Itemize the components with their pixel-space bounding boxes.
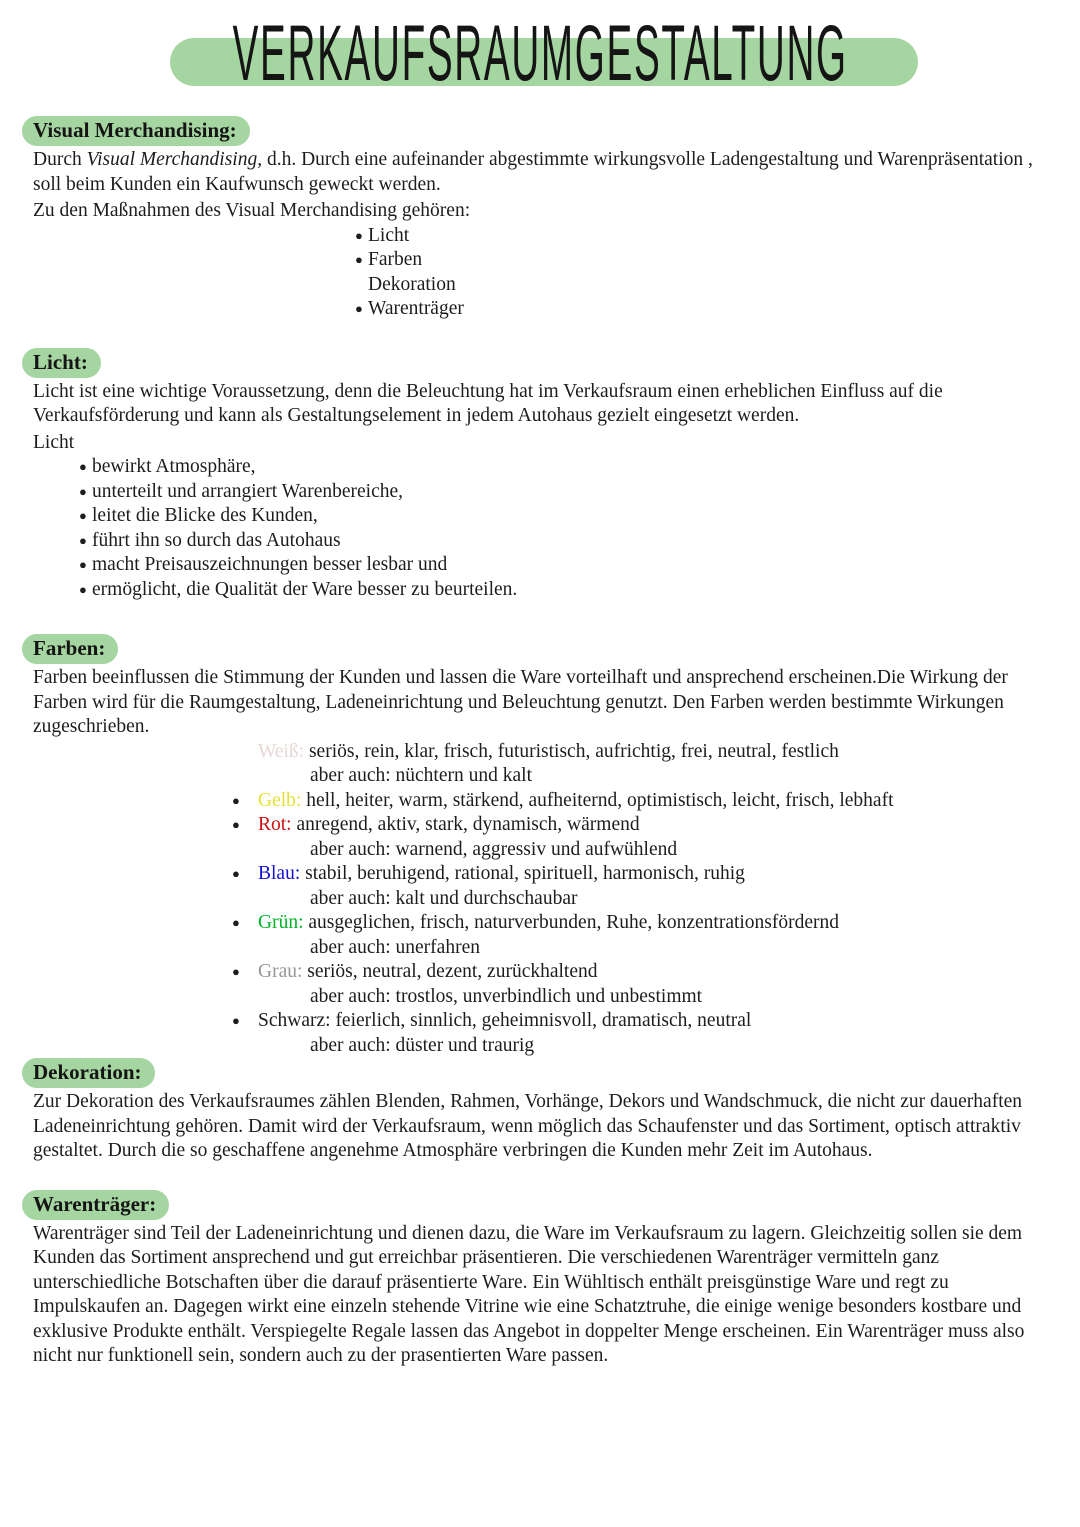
color-more: aber auch: unerfahren	[310, 936, 480, 958]
color-more: aber auch: düster und traurig	[310, 1034, 535, 1056]
list-item-label: Dekoration	[368, 273, 456, 295]
heading-dekoration: Dekoration:	[22, 1058, 155, 1088]
heading-farben: Farben:	[22, 634, 118, 664]
farben-color-list	[232, 740, 1080, 1059]
list-item	[79, 480, 1080, 505]
color-name-gelb: Gelb:	[258, 789, 302, 811]
color-description: ausgeglichen, frisch, naturverbunden, Ruhe, konzentrationsfördernd	[308, 912, 840, 933]
title-row	[0, 0, 1080, 108]
color-item-weiss	[232, 740, 1080, 789]
list-item-label: führt ihn so durch das Autohaus	[92, 529, 341, 551]
list-item-label: unterteilt und arrangiert Warenbereiche,	[92, 480, 404, 502]
warentraeger-paragraph: Warenträger sind Teil der Ladeneinrichtung und dienen dazu, die Ware im Verkaufsraum zu lagern. Gleichzeitig sollen sie dem Kunden das Sortiment ansprechend und gut erreichbar präsentieren. Die verschiedenen Warenträger vermitteln ganz unterschiedliche Botschaften über die darauf präsentierte Ware. Ein Wühltisch enthält preisgünstige Ware und regt zu Impulskaufen an. Dagegen wirkt eine einzeln stehende Vitrine wie eine Schatztruhe, die einige wenige besonders kostbare und exklusive Produkte enthält. Verspiegelte Regale lassen das Angebot in doppelter Menge erscheinen. Ein Warenträger muss also nicht nur funktionell sein, sondern auch zu der prasentierten Ware passen.	[33, 1222, 1025, 1366]
list-item	[79, 578, 1080, 603]
bullet-icon: ●	[79, 459, 87, 474]
section-dekoration	[0, 1058, 1080, 1164]
heading-warentraeger: Warenträger:	[22, 1190, 169, 1220]
bullet-icon: ●	[355, 301, 363, 316]
list-item	[79, 455, 1080, 480]
section-licht	[0, 348, 1080, 603]
list-item-label: leitet die Blicke des Kunden,	[92, 505, 318, 526]
color-item-schwarz	[232, 1009, 1080, 1058]
licht-paragraph: Licht ist eine wichtige Voraussetzung, denn die Beleuchtung hat im Verkaufsraum einen erheblichen Einfluss auf die Verkaufsförderung und kann als Gestaltungselement in jedem Autohaus gezielt eingesetzt werden.	[33, 380, 943, 426]
bullet-icon: ●	[232, 817, 240, 832]
bullet-icon: ●	[355, 227, 363, 243]
color-more: aber auch: nüchtern und kalt	[310, 765, 532, 786]
bullet-icon: ●	[79, 508, 87, 523]
bullet-icon: ●	[232, 964, 240, 979]
visual-merchandising-paragraph	[33, 148, 1046, 197]
section-farben	[0, 634, 1080, 1058]
section-warentraeger	[0, 1190, 1080, 1369]
vm-body-prefix: Durch	[33, 149, 87, 170]
list-item	[79, 553, 1080, 578]
color-more: aber auch: warnend, aggressiv und aufwühlend	[310, 838, 678, 860]
dekoration-paragraph: Zur Dekoration des Verkaufsraumes zählen Blenden, Rahmen, Vorhänge, Dekors und Wandschmuck, die nicht zur dauerhaften Ladeneinrichtung gehören. Damit wird der Verkaufsraum, wenn möglich das Schaufenster und das Sortiment, optisch attraktiv gestaltet. Durch die so geschaffene angenehme Atmosphäre verbringen die Kunden mehr Zeit im Autohaus.	[33, 1091, 1023, 1161]
bullet-icon: ●	[232, 792, 240, 808]
color-line	[258, 911, 1080, 936]
section-visual-merchandising	[0, 116, 1080, 322]
page-title: VERKAUFSRAUMGESTALTUNG	[232, 7, 848, 98]
licht-list	[79, 455, 1080, 602]
color-name-blau: Blau:	[258, 863, 301, 884]
list-item	[355, 297, 1080, 322]
visual-merchandising-list	[355, 224, 1080, 322]
list-item	[355, 224, 1080, 249]
vm-body-rest: d.h. Durch eine aufeinander abgestimmte wirkungsvolle Ladengestaltung und Warenpräsentation , soll beim Kunden ein Kaufwunsch geweckt werden.	[33, 149, 1033, 195]
color-description: seriös, neutral, dezent, zurückhaltend	[307, 961, 598, 982]
color-line	[258, 740, 1080, 765]
color-more: aber auch: trostlos, unverbindlich und unbestimmt	[310, 985, 703, 1007]
list-item-label: ermöglicht, die Qualität der Ware besser zu beurteilen.	[92, 578, 518, 600]
bullet-icon: ●	[79, 532, 87, 548]
color-line	[258, 789, 1080, 814]
color-name-weiss: Weiß:	[258, 740, 305, 762]
heading-licht: Licht:	[22, 348, 101, 378]
vm-body-italic: Visual Merchandising,	[86, 149, 263, 170]
list-item	[79, 529, 1080, 554]
color-item-gelb	[232, 789, 1080, 814]
color-description: hell, heiter, warm, stärkend, aufheiternd, optimistisch, leicht, frisch, lebhaft	[306, 789, 894, 811]
color-name-gruen: Grün:	[258, 912, 304, 933]
bullet-icon: ●	[79, 483, 87, 499]
list-item-label: Licht	[368, 224, 410, 246]
color-name-rot: Rot:	[258, 814, 292, 835]
color-line	[258, 1009, 1080, 1034]
color-description: seriös, rein, klar, frisch, futuristisch, aufrichtig, frei, neutral, festlich	[308, 740, 839, 762]
list-item-label: Farben	[368, 249, 423, 270]
bullet-icon: ●	[232, 915, 240, 930]
bullet-icon: ●	[79, 557, 87, 572]
color-description: stabil, beruhigend, rational, spirituell, harmonisch, ruhig	[305, 863, 745, 884]
color-description: feierlich, sinnlich, geheimnisvoll, dramatisch, neutral	[335, 1010, 752, 1031]
color-line	[258, 960, 1080, 985]
color-item-rot	[232, 813, 1080, 862]
color-item-blau	[232, 862, 1080, 911]
bullet-icon: ●	[232, 1013, 240, 1028]
list-item	[355, 273, 1080, 298]
heading-visual-merchandising: Visual Merchandising:	[22, 116, 250, 146]
color-line	[258, 813, 1080, 838]
color-line	[258, 862, 1080, 887]
visual-merchandising-intro: Zu den Maßnahmen des Visual Merchandising gehören:	[33, 200, 471, 221]
color-name-schwarz: Schwarz:	[258, 1010, 331, 1031]
color-description: anregend, aktiv, stark, dynamisch, wärmend	[296, 814, 640, 835]
color-item-gruen	[232, 911, 1080, 960]
bullet-icon: ●	[232, 866, 240, 881]
bullet-icon: ●	[355, 252, 363, 267]
farben-paragraph: Farben beeinflussen die Stimmung der Kunden und lassen die Ware vorteilhaft und ansprechend erscheinen.Die Wirkung der Farben wird für die Raumgestaltung, Ladeneinrichtung und Beleuchtung genutzt. Den Farben werden bestimmte Wirkungen zugeschrieben.	[33, 667, 1008, 737]
bullet-icon: ●	[79, 581, 87, 597]
list-item	[355, 248, 1080, 273]
color-name-grau: Grau:	[258, 961, 303, 982]
list-item-label: macht Preisauszeichnungen besser lesbar und	[92, 554, 448, 575]
color-item-grau	[232, 960, 1080, 1009]
list-item-label: Warenträger	[368, 298, 464, 319]
list-item-label: bewirkt Atmosphäre,	[92, 456, 256, 477]
licht-subline: Licht	[33, 431, 75, 453]
list-item	[79, 504, 1080, 529]
color-more: aber auch: kalt und durchschaubar	[310, 887, 578, 909]
